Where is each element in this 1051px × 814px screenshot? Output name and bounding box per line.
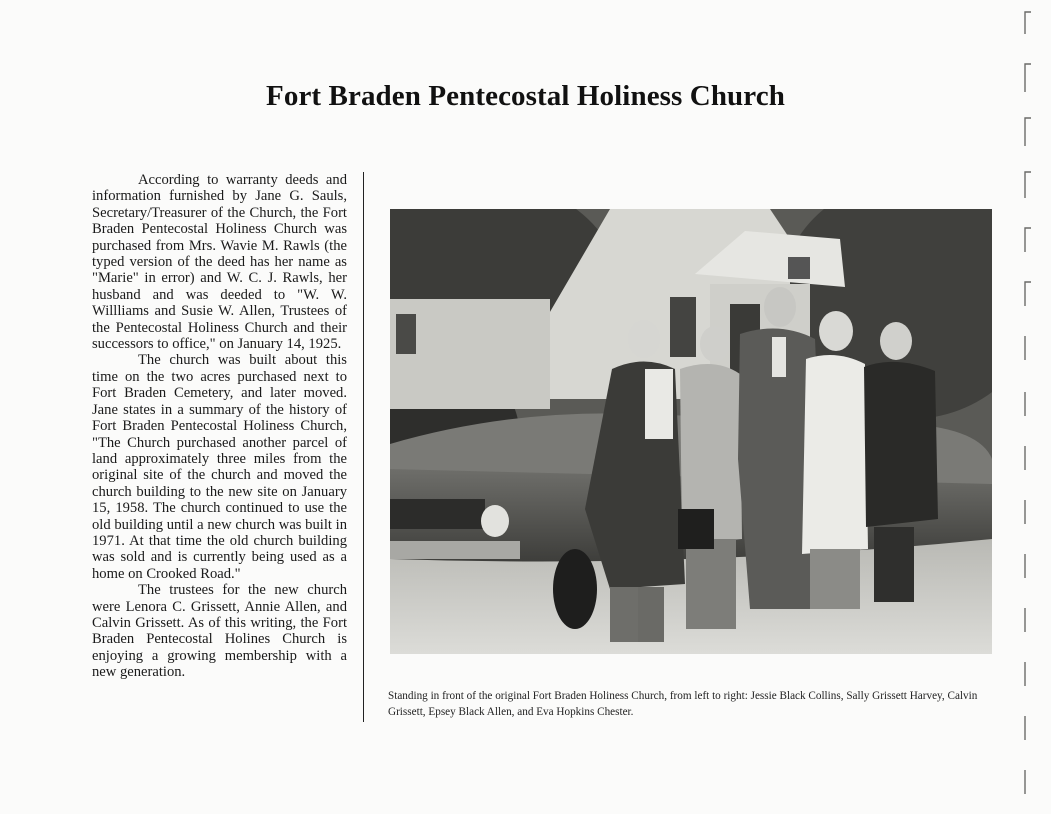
body-text-column xyxy=(92,172,347,681)
column-divider xyxy=(363,172,364,722)
paragraph-3: The trustees for the new church were Lenora C. Grissett, Annie Allen, and Calvin Grissett. As of this writing, the Fort Braden Pentecostal Holines Church is enjoying a growing membership with a new generation. xyxy=(92,582,347,681)
page-title: Fort Braden Pentecostal Holiness Church xyxy=(266,80,785,112)
binder-edge-marks xyxy=(1022,0,1036,814)
paragraph-1: According to warranty deeds and information furnished by Jane G. Sauls, Secretary/Treasurer of the Church, the Fort Braden Pentecostal Holiness Church was purchased from Mrs. Wavie M. Rawls (the typed version of the deed has her name as "Marie" in error) and W. C. J. Rawls, her husband and was deeded to "W. W. Willliams and Susie W. Allen, Trustees of the Pentecostal Holiness Church and their successors to office," on January 14, 1925. xyxy=(92,172,347,353)
photo-caption: Standing in front of the original Fort Braden Holiness Church, from left to right: Jessie Black Collins, Sally Grissett Harvey, Calvin Grissett, Epsey Black Allen, and Eva Hopkins Chester. xyxy=(388,690,978,718)
paragraph-2: The church was built about this time on the two acres purchased next to Fort Braden Cemetery, and later moved. Jane states in a summary of the history of Fort Braden Pentecostal Holiness Church, "The Church purchased another parcel of land approximately three miles from the original site of the church and moved the church building to the new site on January 15, 1958. The church continued to use the old building until a new church was built in 1971. At that time the old church building was sold and is currently being used as a home on Crooked Road." xyxy=(92,352,347,582)
church-group-photo xyxy=(390,209,992,654)
person-2-figure xyxy=(678,326,742,629)
